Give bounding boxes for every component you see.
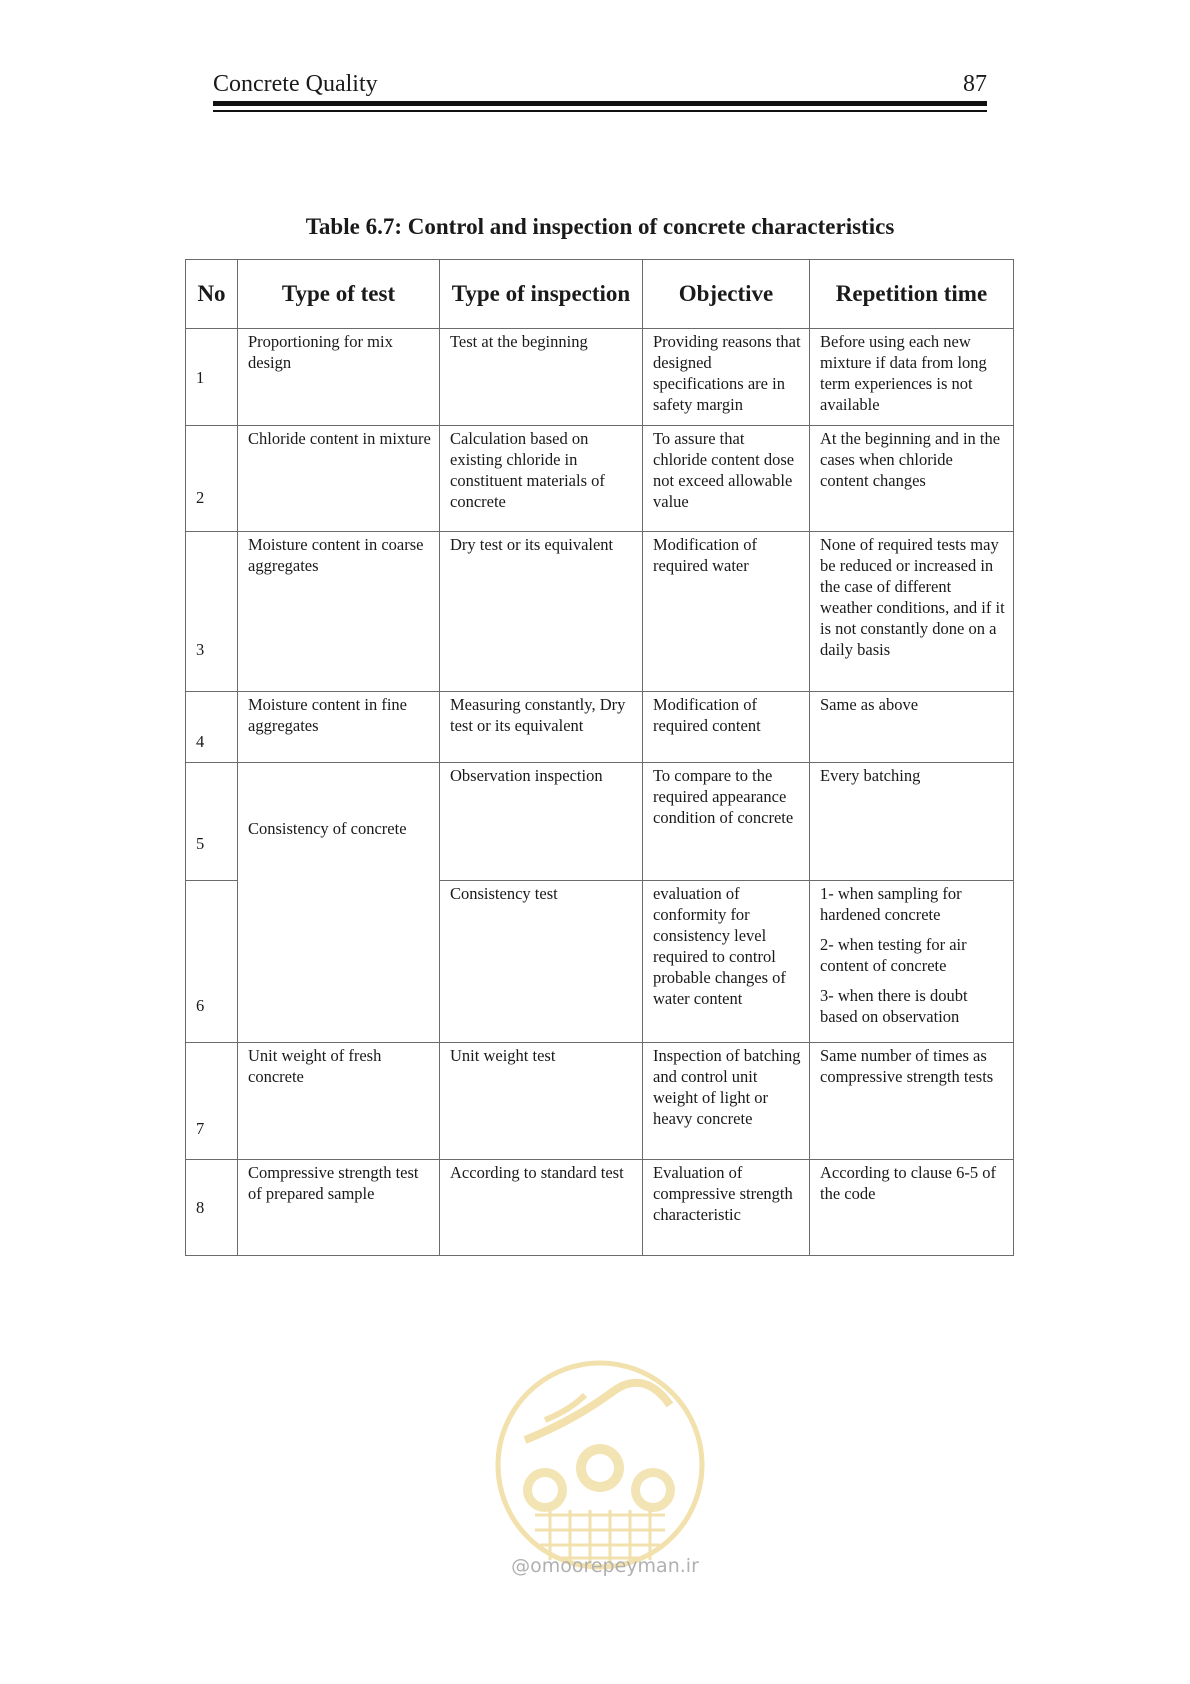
type-of-inspection-cell: According to standard test: [440, 1160, 643, 1256]
repetition-text: Same number of times as compressive strength tests: [820, 1046, 994, 1086]
type-of-inspection-cell: Calculation based on existing chloride in constituent materials of concrete: [440, 426, 643, 532]
row-number-cell: [186, 426, 238, 532]
repetition-item: 1- when sampling for hardened concrete: [820, 884, 962, 924]
row-number: 4: [196, 731, 205, 751]
type-of-inspection-cell: Test at the beginning: [440, 329, 643, 426]
table-row: [186, 1160, 1014, 1256]
type-of-inspection-cell: Consistency test: [440, 881, 643, 1043]
type-of-inspection-cell: Unit weight test: [440, 1043, 643, 1160]
repetition-text: Before using each new mixture if data from long term experiences is not available: [820, 332, 987, 414]
column-header-no: No: [186, 260, 238, 329]
type-of-inspection-cell: Observation inspection: [440, 763, 643, 881]
column-header-objective: Objective: [643, 260, 810, 329]
row-number-cell: [186, 763, 238, 881]
row-number-cell: [186, 1043, 238, 1160]
repetition-item: 3- when there is doubt based on observation: [820, 986, 968, 1026]
repetition-text: None of required tests may be reduced or increased in the case of different weather conditions, and if it is not constantly done on a daily basis: [820, 535, 1005, 659]
column-header-repetition-time: Repetition time: [810, 260, 1014, 329]
repetition-text: According to clause 6-5 of the code: [820, 1163, 996, 1203]
type-of-test-cell: Moisture content in fine aggregates: [238, 692, 440, 763]
objective-cell: Modification of required water: [643, 532, 810, 692]
repetition-text: At the beginning and in the cases when chloride content changes: [820, 429, 1001, 490]
running-header: [213, 70, 987, 98]
type-of-test-cell: Consistency of concrete: [238, 763, 440, 1043]
type-of-inspection-cell: Dry test or its equivalent: [440, 532, 643, 692]
repetition-text: Every batching: [820, 766, 921, 785]
row-number-cell: [186, 1160, 238, 1256]
repetition-time-cell: [810, 426, 1014, 532]
objective-cell: Inspection of batching and control unit weight of light or heavy concrete: [643, 1043, 810, 1160]
repetition-time-cell: [810, 763, 1014, 881]
table-header-row: [186, 260, 1014, 329]
row-number-cell: [186, 532, 238, 692]
watermark-script: [525, 1383, 670, 1440]
row-number: 5: [196, 834, 205, 853]
page-number: 87: [963, 71, 987, 97]
objective-cell: Modification of required content: [643, 692, 810, 763]
row-number-cell: [186, 881, 238, 1043]
type-of-test-cell: Proportioning for mix design: [238, 329, 440, 426]
header-rule-thin: [213, 110, 987, 112]
row-number-cell: [186, 692, 238, 763]
watermark-caption: @omoorepeyman.ir: [511, 1555, 699, 1577]
table-row: [186, 692, 1014, 763]
row-number: 6: [196, 996, 205, 1015]
table-caption: Table 6.7: Control and inspection of concrete characteristics: [305, 214, 895, 239]
repetition-item: 2- when testing for air content of concrete: [820, 935, 967, 975]
type-of-test-cell: Chloride content in mixture: [238, 426, 440, 532]
objective-cell: To assure that chloride content dose not exceed allowable value: [643, 426, 810, 532]
column-header-type-of-test: Type of test: [238, 260, 440, 329]
type-of-test-cell: Moisture content in coarse aggregates: [238, 532, 440, 692]
row-number: 1: [196, 367, 205, 387]
repetition-time-cell: [810, 329, 1014, 426]
row-number-cell: [186, 329, 238, 426]
table-row: [186, 763, 1014, 881]
type-of-test-cell: Unit weight of fresh concrete: [238, 1043, 440, 1160]
repetition-time-cell: [810, 1043, 1014, 1160]
objective-cell: Providing reasons that designed specifications are in safety margin: [643, 329, 810, 426]
repetition-time-cell: [810, 881, 1014, 1043]
repetition-time-cell: [810, 532, 1014, 692]
column-header-type-of-inspection: Type of inspection: [440, 260, 643, 329]
table-row: [186, 329, 1014, 426]
running-header-title: Concrete Quality: [213, 71, 378, 97]
type-of-test-cell: Compressive strength test of prepared sample: [238, 1160, 440, 1256]
table-row: [186, 426, 1014, 532]
repetition-time-cell: [810, 692, 1014, 763]
objective-cell: Evaluation of compressive strength characteristic: [643, 1160, 810, 1256]
objective-cell: evaluation of conformity for consistency level required to control probable changes of water content: [643, 881, 810, 1043]
inspection-table: [185, 259, 1014, 1256]
objective-cell: To compare to the required appearance condition of concrete: [643, 763, 810, 881]
header-rule-thick: [213, 101, 987, 106]
row-number: 8: [196, 1198, 205, 1217]
row-number: 7: [196, 1118, 205, 1138]
repetition-text: Same as above: [820, 695, 919, 714]
row-number: 2: [196, 488, 205, 507]
table-row: [186, 1043, 1014, 1160]
type-of-inspection-cell: Measuring constantly, Dry test or its equivalent: [440, 692, 643, 763]
table-row: [186, 532, 1014, 692]
repetition-time-cell: [810, 1160, 1014, 1256]
row-number: 3: [196, 640, 205, 659]
